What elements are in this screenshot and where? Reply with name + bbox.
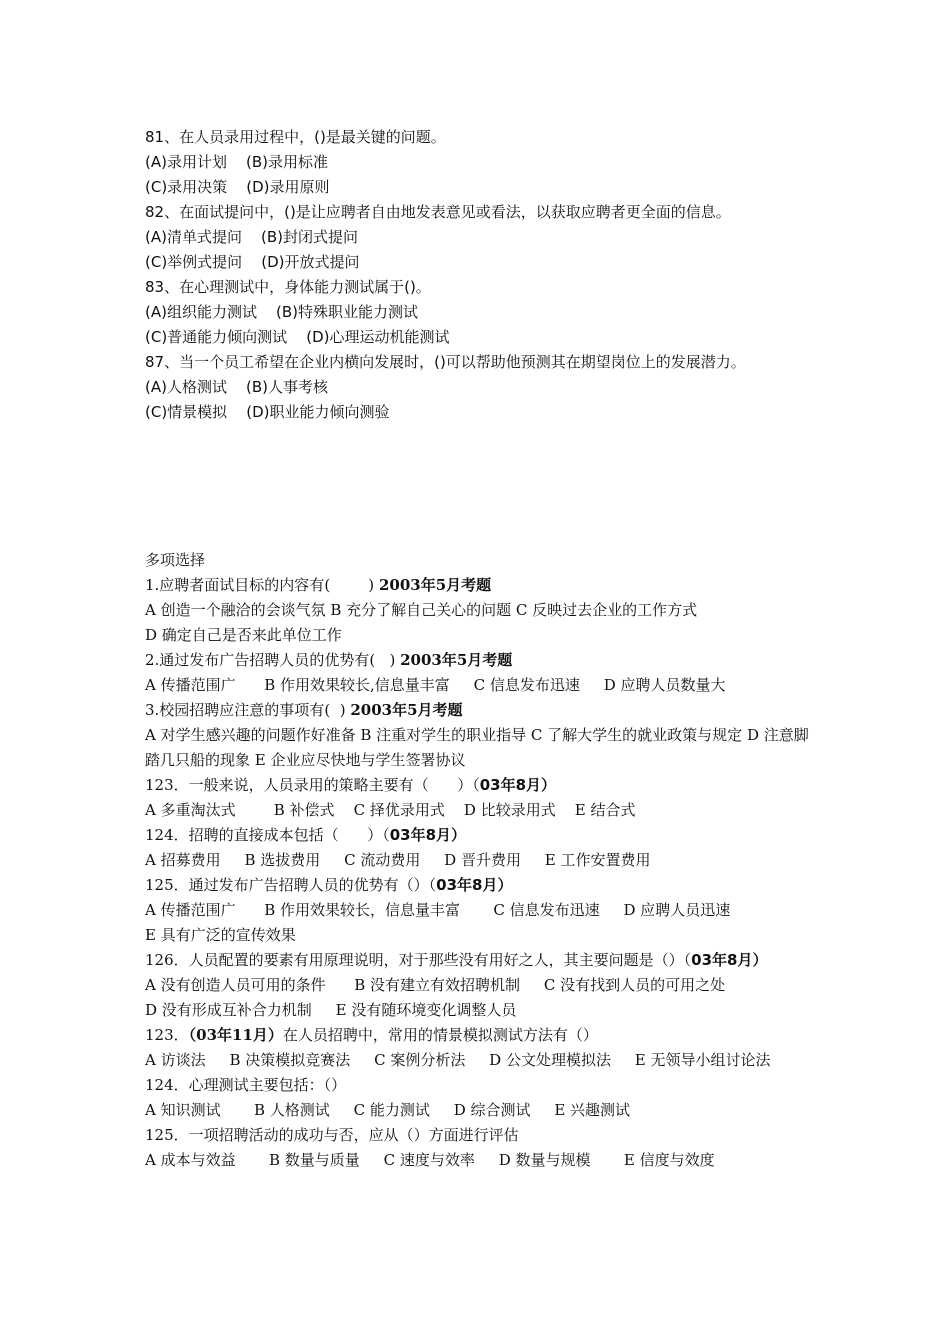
question-m2-options: A 传播范围广 B 作用效果较长,信息量丰富 C 信息发布迅速 D 应聘人员数量大	[145, 676, 726, 694]
question-126	[145, 948, 810, 973]
question-123b-options: A 访谈法 B 决策模拟竞赛法 C 案例分析法 D 公文处理模拟法 E 无领导小组讨论法	[145, 1051, 771, 1069]
question-m1	[145, 573, 825, 598]
question-124a	[145, 823, 825, 848]
question-123b-tag: （03年11月）	[188, 1026, 283, 1044]
question-125a-tag: 03年8月）	[436, 876, 513, 894]
question-125b-options: A 成本与效益 B 数量与质量 C 速度与效率 D 数量与规模 E 信度与效度	[145, 1151, 715, 1169]
question-m3-tag: 2003年5月考题	[350, 701, 463, 719]
multi-choice-section	[145, 548, 825, 1173]
question-m3-text: 3.校园招聘应注意的事项有( )	[145, 701, 346, 719]
question-87-options-ab: (A)人格测试 (B)人事考核	[145, 378, 329, 396]
question-83: 83、在心理测试中，身体能力测试属于()。	[145, 278, 431, 296]
question-126-text: 126．人员配置的要素有用原理说明，对于那些没有用好之人，其主要问题是（）（	[145, 951, 692, 969]
question-123a-tag: 03年8月）	[479, 776, 557, 794]
question-m2-text: 2.通过发布广告招聘人员的优势有( )	[145, 651, 396, 669]
question-m1-options: A 创造一个融洽的会谈气氛 B 充分了解自己关心的问题 C 反映过去企业的工作方式	[145, 601, 698, 619]
question-81-options-cd: (C)录用决策 (D)录用原则	[145, 178, 330, 196]
question-m1-tag: 2003年5月考题	[378, 576, 492, 594]
section-heading: 多项选择	[145, 551, 206, 569]
question-126-options-2: D 没有形成互补合力机制 E 没有随环境变化调整人员	[145, 1001, 517, 1019]
question-125a-text: 125．通过发布广告招聘人员的优势有（）（	[145, 876, 437, 894]
question-125a-options: A 传播范围广 B 作用效果较长，信息量丰富 C 信息发布迅速 D 应聘人员迅速	[145, 901, 731, 919]
question-81: 81、在人员录用过程中，()是最关键的问题。	[145, 128, 446, 146]
question-124a-tag: 03年8月）	[389, 826, 467, 844]
question-126-tag: 03年8月）	[691, 951, 768, 969]
question-126-options-1: A 没有创造人员可用的条件 B 没有建立有效招聘机制 C 没有找到人员的可用之处	[145, 976, 726, 994]
question-82-options-ab: (A)清单式提问 (B)封闭式提问	[145, 228, 359, 246]
question-83-options-ab: (A)组织能力测试 (B)特殊职业能力测试	[145, 303, 419, 321]
question-125a	[145, 873, 825, 898]
question-m3	[145, 698, 825, 723]
question-m2	[145, 648, 825, 673]
question-m3-options: A 对学生感兴趣的问题作好准备 B 注重对学生的职业指导 C 了解大学生的就业政策与规定 D 注意脚踏几只船的现象 E 企业应尽快地与学生签署协议	[145, 726, 809, 769]
single-choice-section	[145, 125, 825, 425]
question-m1-option-d: D 确定自己是否来此单位工作	[145, 626, 342, 644]
question-124b-options: A 知识测试 B 人格测试 C 能力测试 D 综合测试 E 兴趣测试	[145, 1101, 631, 1119]
question-123b-number: 123．	[145, 1026, 189, 1044]
question-83-options-cd: (C)普通能力倾向测试 (D)心理运动机能测试	[145, 328, 450, 346]
question-123a-options: A 多重淘汰式 B 补偿式 C 择优录用式 D 比较录用式 E 结合式	[145, 801, 636, 819]
question-124a-options: A 招募费用 B 选拔费用 C 流动费用 D 晋升费用 E 工作安置费用	[145, 851, 651, 869]
question-123a-text: 123．一般来说，人员录用的策略主要有（ ）（	[145, 776, 480, 794]
question-123b	[145, 1023, 825, 1048]
question-m1-text: 1.应聘者面试目标的内容有( )	[145, 576, 375, 594]
question-125a-option-e: E 具有广泛的宣传效果	[145, 926, 296, 944]
question-124b: 124．心理测试主要包括：（）	[145, 1076, 347, 1094]
question-123b-text: 在人员招聘中，常用的情景模拟测试方法有（）	[282, 1026, 598, 1044]
question-m2-tag: 2003年5月考题	[400, 651, 513, 669]
question-81-options-ab: (A)录用计划 (B)录用标准	[145, 153, 329, 171]
question-82: 82、在面试提问中，()是让应聘者自由地发表意见或看法，以获取应聘者更全面的信息。	[145, 203, 731, 221]
question-125b: 125．一项招聘活动的成功与否，应从（）方面进行评估	[145, 1126, 519, 1144]
question-123a	[145, 773, 825, 798]
question-82-options-cd: (C)举例式提问 (D)开放式提问	[145, 253, 360, 271]
question-87-options-cd: (C)情景模拟 (D)职业能力倾向测验	[145, 403, 390, 421]
question-87: 87、当一个员工希望在企业内横向发展时，()可以帮助他预测其在期望岗位上的发展潜力。	[145, 353, 746, 371]
question-124a-text: 124．招聘的直接成本包括（ ）（	[145, 826, 390, 844]
